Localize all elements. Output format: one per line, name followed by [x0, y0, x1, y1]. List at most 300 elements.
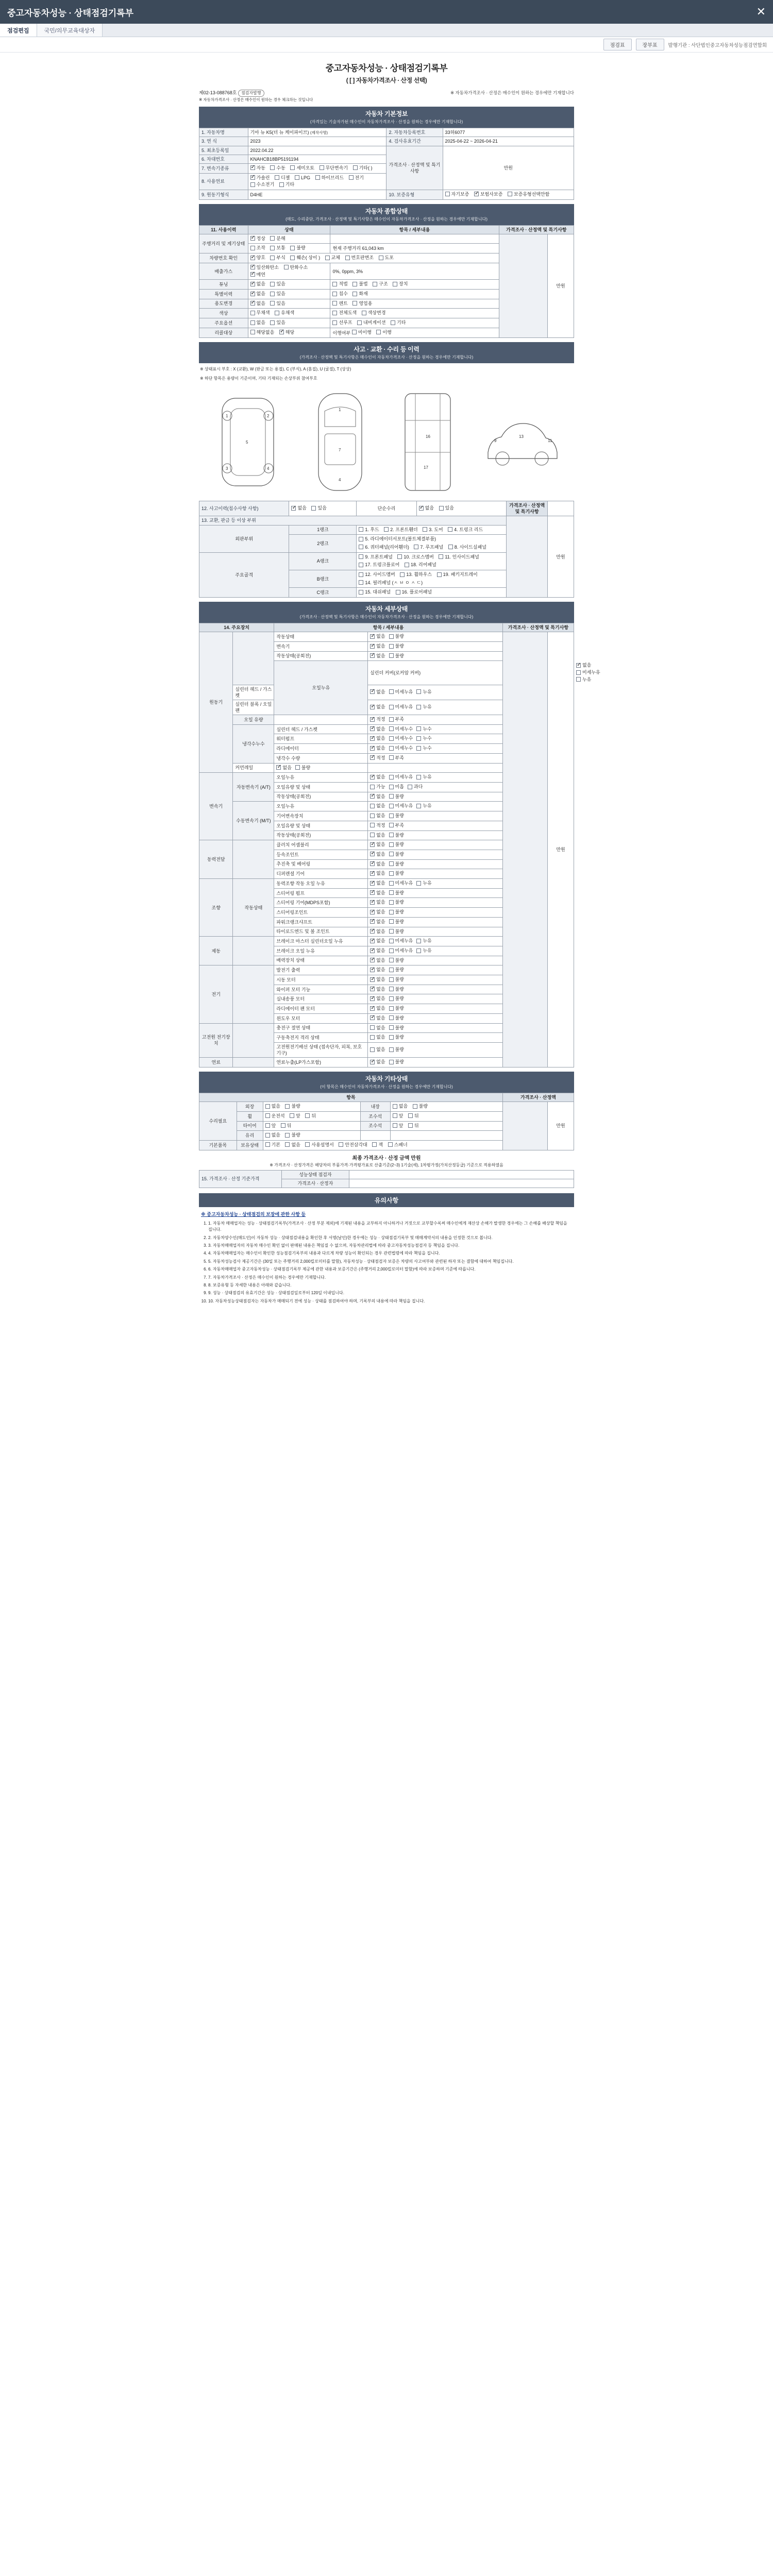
checkbox-추진축-및-베어링-불량[interactable] [389, 861, 404, 867]
field-value-warranty[interactable] [443, 190, 574, 199]
checkbox-배력장치-상태-없음[interactable] [370, 957, 385, 963]
checkbox-glass-none[interactable]: 없음 [265, 1132, 280, 1138]
checkbox-part-pillar-panel[interactable]: 14. 필러패널 (ㅅ ㅂ ㅇ ㅅ ㄷ) [359, 580, 423, 586]
checkbox-라디에이터-없음[interactable] [370, 745, 385, 751]
checkbox-exterior-none[interactable]: 없음 [265, 1103, 280, 1109]
field-value-first-reg[interactable]: 2022.04.22 [248, 146, 386, 155]
field-value-engine-type[interactable]: D4HE [248, 190, 386, 199]
checkbox-part-dash-panel[interactable]: 15. 대쉬패널 [359, 589, 391, 595]
row-state-basic-items[interactable] [263, 1140, 502, 1150]
checkbox-실린더-헤드-가스켓-없음[interactable] [370, 726, 385, 732]
condition-item-options[interactable] [368, 888, 503, 898]
frame-rank-a-options[interactable] [357, 552, 507, 570]
checkbox-오일-유량-적정[interactable] [370, 716, 385, 722]
condition-item-options[interactable] [368, 850, 503, 859]
row-state-vin-check[interactable] [248, 253, 499, 263]
tab-education-target[interactable] [37, 24, 103, 37]
checkbox-파워크랭크샤프트-없음[interactable] [370, 919, 385, 925]
checkbox-part-side-member[interactable]: 12. 사이드멤버 [359, 571, 395, 578]
condition-item-options[interactable] [368, 685, 503, 700]
checkbox-recall-na[interactable]: 해당없음 [250, 329, 275, 335]
checkbox-part-rear-panel[interactable]: 18. 리어패널 [405, 562, 436, 568]
checkbox-시동-모터-없음[interactable] [370, 976, 385, 982]
checkbox-실내송풍-모터-없음[interactable] [370, 995, 385, 1002]
checkbox-실린더-블록-오일팬-없음[interactable] [370, 704, 385, 710]
checkbox-연료누출-lp가스포함--불량[interactable] [389, 1059, 404, 1065]
checkbox-fuel-electric[interactable]: 전기 [349, 175, 364, 181]
checkbox-color-fullpaint[interactable]: 전체도색 [332, 310, 357, 316]
checkbox-vin-corroded[interactable]: 부식 [270, 255, 285, 261]
checkbox-오일누유-없음[interactable] [370, 803, 385, 809]
checkbox-시동-모터-불량[interactable] [389, 976, 404, 982]
checkbox-box [389, 653, 394, 658]
checkbox-오일유량-및-상태-적정[interactable] [370, 822, 385, 828]
checkbox-tire-driver-front[interactable]: 앞 [265, 1123, 276, 1129]
checkbox-디퍼렌셜-기어-불량[interactable] [389, 870, 404, 876]
condition-item-options[interactable] [368, 965, 503, 975]
checkbox-wheel-p-rear[interactable]: 뒤 [408, 1113, 419, 1119]
condition-item-options[interactable] [368, 937, 503, 946]
condition-item-options[interactable] [368, 821, 503, 831]
checkbox-동력조향-작동-오일-누유-누유[interactable] [416, 880, 431, 886]
row-state-emission[interactable] [248, 263, 330, 279]
frame-rank-b-options[interactable] [357, 570, 507, 588]
checkbox-transmission-cvt[interactable]: 무단변속기 [320, 165, 348, 171]
checkbox-warranty-self[interactable]: 자기보증 [445, 191, 469, 197]
checkbox-options-navigation[interactable]: 내비게이션 [357, 319, 385, 326]
checkbox-recall-notdone[interactable]: 미이행 [352, 329, 372, 335]
basic-info-table [199, 128, 574, 199]
checkbox-emission-smoke[interactable]: ✓ 매연 [250, 272, 265, 278]
condition-item-options[interactable] [368, 1058, 503, 1067]
checkbox-클러치-어셈블리-불량[interactable] [389, 841, 404, 848]
row-item-color[interactable] [330, 309, 499, 318]
checkbox-스티어링-기어-mdps포함--없음[interactable] [370, 899, 385, 905]
checkbox-파워크랭크샤프트-불량[interactable] [389, 919, 404, 925]
checkbox-vin-damaged[interactable]: 훼손( 상이 ) [290, 255, 320, 261]
checkbox-warranty-insurance[interactable]: ✓ 보험사보증 [474, 191, 502, 197]
condition-item-options[interactable] [368, 734, 503, 744]
checkbox-라디에이터-팬-모터-불량[interactable] [389, 1005, 404, 1011]
checkbox-vin-altered[interactable]: 번호판변조 [345, 255, 374, 261]
checkbox-브레이크-마스터-실린더오일-누유-누유[interactable] [416, 938, 431, 944]
checkbox-등속조인트-없음[interactable] [370, 851, 385, 857]
checkbox-디퍼렌셜-기어-없음[interactable] [370, 870, 385, 876]
checkbox-오일누유-미세누유[interactable] [389, 774, 413, 780]
checkbox-fuel-gasoline[interactable]: ✓ 가솔린 [250, 175, 270, 181]
checkbox-브레이크-오일-누유-미세누유[interactable] [389, 947, 413, 954]
checkbox-고전원전기배선-상태-접속단자-피복-보호기구--불량[interactable] [389, 1046, 404, 1053]
checkbox-와이퍼-모터-기능-없음[interactable] [370, 986, 385, 992]
checkbox-라디에이터-미세누수[interactable] [389, 745, 413, 751]
checkbox-part-radiator-support[interactable]: 5. 라디에이터서포트(볼트체결부품) [359, 536, 436, 542]
checkbox-작동상태-공회전--없음[interactable] [370, 793, 385, 800]
checkbox-스티어링조인트-없음[interactable] [370, 909, 385, 915]
checkbox-기어변속장치-없음[interactable] [370, 812, 385, 819]
checkbox-wheel-front-label[interactable]: 앞 [290, 1113, 300, 1119]
checkbox-tuning-illegal[interactable]: 불법 [352, 281, 367, 287]
checkbox-color-chromatic[interactable]: 유채색 [275, 310, 294, 316]
checkbox-실내송풍-모터-불량[interactable] [389, 995, 404, 1002]
checkbox-충전구-절연-상태-불량[interactable] [389, 1025, 404, 1031]
checkbox-작동상태-불량[interactable] [389, 633, 404, 639]
row-state-mileage-1[interactable] [248, 234, 330, 244]
checkbox-오일누유-누유[interactable] [416, 803, 431, 809]
checkbox-color-changed[interactable]: 색상변경 [362, 310, 386, 316]
condition-item-options[interactable] [368, 700, 503, 715]
checkbox-wheel-front[interactable]: 운전석 [265, 1113, 285, 1119]
checkbox-usage-yes[interactable]: 있음 [270, 300, 285, 307]
checkbox-실린더-커버-로커암-커버--없음[interactable] [576, 662, 591, 668]
checkbox-fuel-diesel[interactable]: 디젤 [275, 175, 290, 181]
condition-item-options[interactable] [368, 651, 503, 661]
checkbox-작동상태-공회전--없음[interactable] [370, 653, 385, 659]
condition-item-options[interactable] [368, 724, 503, 734]
condition-item-options[interactable] [368, 753, 503, 763]
checkbox-워터펌프-없음[interactable] [370, 735, 385, 741]
price-col-value[interactable]: 만원 [548, 234, 574, 337]
checkbox-작동상태-없음[interactable] [370, 633, 385, 639]
condition-item-options[interactable] [368, 1033, 503, 1043]
condition-item-options[interactable] [368, 744, 503, 754]
checkbox-label: 과다 [413, 784, 423, 789]
condition-item-options[interactable] [368, 917, 503, 927]
condition-item-options[interactable] [368, 1013, 503, 1023]
checkbox-클러치-어셈블리-없음[interactable] [370, 841, 385, 848]
tab-inspection-edit[interactable] [0, 24, 37, 37]
checkbox-오일누유-누유[interactable] [416, 774, 431, 780]
row-item-usage-change[interactable] [330, 299, 499, 309]
row-state-mileage-2[interactable] [248, 244, 330, 253]
checkbox-발전기-출력-불량[interactable] [389, 967, 404, 973]
checkbox-동력조향-작동-오일-누유-미세누유[interactable] [389, 880, 413, 886]
checkbox-usage-rental[interactable]: 렌트 [332, 300, 347, 307]
print-sheet-button[interactable]: 점검표 [603, 39, 632, 50]
field-value-transmission[interactable] [248, 163, 386, 173]
condition-item-options[interactable] [368, 641, 503, 651]
checkbox-fuel-other[interactable]: 기타 [279, 181, 294, 188]
row-state-interior[interactable] [390, 1102, 502, 1112]
field-value-year[interactable]: 2023 [248, 137, 386, 146]
checkbox-interior-none[interactable]: 없음 [393, 1103, 408, 1109]
checkbox-오일유량-및-상태-과다[interactable] [408, 784, 423, 790]
checkbox-box [370, 1060, 375, 1064]
checkbox-라디에이터-팬-모터-없음[interactable] [370, 1005, 385, 1011]
checkbox-mileage-tampered[interactable]: 조작 [250, 245, 265, 251]
checkbox-오일누유-미세누유[interactable] [389, 803, 413, 809]
checkbox-accident-yes[interactable]: 있음 [311, 505, 326, 511]
checkbox-part-front-fender[interactable]: 2. 프론트휀더 [384, 527, 417, 533]
checkbox-냉각수-수량-부족[interactable] [389, 755, 404, 761]
checkbox-스티어링-기어-mdps포함--불량[interactable] [389, 899, 404, 905]
checkbox-브레이크-오일-누유-누유[interactable] [416, 947, 431, 954]
checkbox-tuning-legal[interactable]: 적법 [332, 281, 347, 287]
checkbox-transmission-other[interactable]: 기타( ) [353, 165, 373, 171]
checkbox-오일유량-및-상태-미흡[interactable] [389, 784, 404, 790]
condition-item-options[interactable] [368, 898, 503, 908]
row-state-wheel[interactable] [263, 1111, 360, 1121]
checkbox-mileage-average[interactable]: 보통 [270, 245, 285, 251]
checkbox-part-roof-panel[interactable]: 7. 루프패널 [414, 544, 443, 550]
value-performance-inspector[interactable] [349, 1170, 574, 1179]
checkbox-tire-p-front[interactable]: 앞 [393, 1123, 404, 1129]
checkbox-작동상태-공회전--불량[interactable] [389, 832, 404, 838]
checkbox-vin-replaced[interactable]: 교체 [325, 255, 340, 261]
checkbox-emission-hc[interactable]: 탄화수소 [284, 264, 308, 270]
row-state-simple-repair[interactable] [416, 501, 506, 516]
outer-panel-rank1-options[interactable] [357, 525, 507, 535]
close-icon[interactable]: ✕ [756, 5, 766, 18]
checkbox-part-package-tray[interactable]: 19. 패키지트레이 [437, 571, 478, 578]
condition-item-options[interactable] [368, 1042, 503, 1057]
tab-label: 국민/의무교육대상자 [44, 27, 95, 34]
condition-item-options[interactable] [368, 773, 503, 783]
checkbox-연료누출-lp가스포함--없음[interactable] [370, 1059, 385, 1065]
checkbox-실린더-헤드-가스켓-미세누수[interactable] [389, 726, 413, 732]
condition-item-options[interactable] [368, 908, 503, 918]
condition-item-options[interactable] [368, 792, 503, 802]
checkbox-basic-jack[interactable]: 잭 [372, 1142, 383, 1148]
right-col-value[interactable]: 만원 [443, 146, 574, 190]
checkbox-구동축전지-격리-상태-없음[interactable] [370, 1034, 385, 1040]
checkbox-options-none[interactable]: 없음 [250, 319, 265, 326]
checkbox-기어변속장치-불량[interactable] [389, 812, 404, 819]
checkbox-part-side-sill[interactable]: 8. 사이드실패널 [448, 544, 486, 550]
checkbox-스티어링조인트-불량[interactable] [389, 909, 404, 915]
row-item-special-history[interactable] [330, 289, 499, 299]
checkbox-tire-driver-rear[interactable]: 뒤 [281, 1123, 292, 1129]
checkbox-simple-repair-yes[interactable]: 있음 [439, 505, 454, 511]
field-value-inspection-period[interactable]: 2025-04-22 ~ 2026-04-21 [443, 137, 574, 146]
condition-item-options[interactable] [368, 956, 503, 965]
checkbox-basic-spanner[interactable]: 스패너 [388, 1142, 408, 1148]
row-item-options[interactable] [330, 318, 499, 328]
row-state-glass[interactable] [263, 1131, 360, 1141]
condition-item-options[interactable] [368, 985, 503, 994]
ledger-button[interactable]: 장부표 [636, 39, 664, 50]
checkbox-타이로드엔드-및-볼-조인트-불량[interactable] [389, 928, 404, 935]
accident-price-amount[interactable]: 만원 [548, 516, 574, 598]
field-value-fuel[interactable] [248, 173, 386, 190]
condition-item-options[interactable] [368, 975, 503, 985]
checkbox-라디에이터-누수[interactable] [416, 745, 431, 751]
final-price-label: 최종 가격조사 · 산정 금액 [352, 1155, 410, 1161]
row-state-options[interactable] [248, 318, 330, 328]
checkbox-실린더-커버-로커암-커버--미세누유[interactable] [576, 669, 600, 675]
checkbox-simple-repair-none[interactable]: ✓ 없음 [419, 505, 434, 511]
value-price-assessor[interactable] [349, 1179, 574, 1188]
checkbox-transmission-manual[interactable]: 수동 [270, 165, 285, 171]
checkbox-스티어링-펌프-없음[interactable] [370, 890, 385, 896]
checkbox-등속조인트-불량[interactable] [389, 851, 404, 857]
checkbox-part-wheel-house[interactable]: 13. 휠하우스 [400, 571, 432, 578]
checkbox-작동상태-공회전--없음[interactable] [370, 832, 385, 838]
checkbox-usage-commercial[interactable]: 영업용 [352, 300, 372, 307]
checkbox-오일-유량-부족[interactable] [389, 716, 404, 722]
condition-item-options[interactable] [368, 632, 503, 642]
checkbox-vin-good[interactable]: ✓ 양호 [250, 255, 265, 261]
condition-item-options[interactable] [368, 811, 503, 821]
checkbox-mileage-disassembled[interactable]: 분해 [270, 235, 285, 242]
checkbox-part-trunk-lid[interactable]: 4. 트렁크 리드 [448, 527, 483, 533]
checkbox-box [389, 1047, 394, 1052]
row-state-color[interactable] [248, 309, 330, 318]
checkbox-tuning-device[interactable]: 장치 [393, 281, 408, 287]
checkbox-part-cross-member[interactable]: 10. 크로스멤버 [397, 554, 433, 560]
checkbox-fuel-hydrogen[interactable]: 수소전기 [250, 181, 275, 188]
toolbar [0, 37, 773, 53]
checkbox-interior-bad[interactable]: 불량 [413, 1103, 428, 1109]
checkbox-glass-bad[interactable]: 불량 [285, 1132, 300, 1138]
checkbox-와이퍼-모터-기능-불량[interactable] [389, 986, 404, 992]
field-value-reg-number[interactable]: 33허6077 [443, 128, 574, 137]
checkbox-part-trunk-floor[interactable]: 17. 트렁크플로어 [359, 562, 399, 568]
row-state-tire-passenger[interactable] [390, 1121, 502, 1131]
checkbox-작동상태-공회전--불량[interactable] [389, 793, 404, 800]
checkbox-warranty-none[interactable]: 보증유형선택안함 [508, 191, 550, 197]
checkbox-커먼레일-없음[interactable] [276, 765, 291, 771]
checkbox-스티어링-펌프-불량[interactable] [389, 890, 404, 896]
checkbox-fuel-hybrid[interactable]: 하이브리드 [315, 175, 344, 181]
checkbox-basic-none[interactable]: 없음 [285, 1142, 300, 1148]
checkbox-윈도우-모터-없음[interactable] [370, 1015, 385, 1021]
etc-price-value[interactable]: 만원 [548, 1102, 574, 1150]
condition-item-options[interactable] [368, 946, 503, 956]
condition-item-options[interactable] [368, 1023, 503, 1033]
checkbox-recall-applicable[interactable]: ✓ 해당 [279, 329, 294, 335]
checkbox-충전구-절연-상태-없음[interactable] [370, 1025, 385, 1031]
checkbox-part-floor-panel[interactable]: 16. 플로어패널 [396, 589, 432, 595]
checkbox-실린더-헤드-가스켓-누유[interactable] [416, 689, 431, 695]
checkbox-options-yes[interactable]: 있음 [270, 319, 285, 326]
condition-item-options[interactable] [368, 802, 503, 811]
condition-item-label: 디퍼렌셜 기어 [274, 869, 368, 879]
checkbox-발전기-출력-없음[interactable] [370, 967, 385, 973]
checkbox-고전원전기배선-상태-접속단자-피복-보호기구--없음[interactable] [370, 1046, 385, 1053]
checkbox-mileage-bad[interactable]: 불량 [290, 245, 305, 251]
checkbox-fuel-lpg[interactable]: LPG [295, 175, 310, 181]
checkbox-tire-p-rear[interactable]: 뒤 [408, 1123, 419, 1129]
condition-item-options[interactable] [368, 869, 503, 879]
checkbox-accident-none[interactable]: ✓ 없음 [291, 505, 306, 511]
checkbox-color-achromatic[interactable]: 무채색 [250, 310, 270, 316]
checkbox-vin-painted[interactable]: 도포 [379, 255, 394, 261]
checkbox-커먼레일-불량[interactable] [295, 765, 310, 771]
checkbox-실린더-헤드-가스켓-누수[interactable] [416, 726, 431, 732]
condition-item-options[interactable] [368, 1004, 503, 1014]
checkbox-basic-triangle[interactable]: 안전삼각대 [339, 1142, 367, 1148]
row-item-recall[interactable] [330, 328, 499, 337]
checkbox-배력장치-상태-불량[interactable] [389, 957, 404, 963]
checkbox-구동축전지-격리-상태-불량[interactable] [389, 1034, 404, 1040]
checkbox-special-none[interactable]: ✓ 없음 [250, 291, 265, 297]
condition-price-value[interactable]: 만원 [548, 632, 574, 1067]
checkbox-실린더-헤드-가스켓-미세누유[interactable] [389, 689, 413, 695]
checkbox-브레이크-마스터-실린더오일-누유-미세누유[interactable] [389, 938, 413, 944]
checkbox-part-front-panel[interactable]: 9. 프론트패널 [359, 554, 392, 560]
checkbox-basic-manual[interactable]: 사용설명서 [305, 1142, 333, 1148]
checkbox-part-door[interactable]: 3. 도어 [423, 527, 443, 533]
checkbox-추진축-및-베어링-없음[interactable] [370, 861, 385, 867]
checkbox-워터펌프-미세누수[interactable] [389, 735, 413, 741]
checkbox-part-inside-panel[interactable]: 11. 인사이드패널 [439, 554, 479, 560]
condition-item-options[interactable] [368, 927, 503, 937]
row-state-wheel-passenger[interactable] [390, 1111, 502, 1121]
checkbox-transmission-auto[interactable]: ✓ 자동 [250, 165, 265, 171]
row-state-usage-change[interactable] [248, 299, 330, 309]
checkbox-emission-co[interactable]: ✓ 일산화탄소 [250, 264, 279, 270]
row-state-tire[interactable] [263, 1121, 360, 1131]
checkbox-transmission-semiauto[interactable]: 세미오토 [290, 165, 314, 171]
condition-item-options[interactable] [368, 859, 503, 869]
checkbox-작동상태-공회전--불량[interactable] [389, 653, 404, 659]
checkbox-recall-done[interactable]: 이행 [376, 329, 391, 335]
checkbox-실린더-블록-오일팬-누유[interactable] [416, 704, 431, 710]
condition-item-options[interactable] [368, 840, 503, 850]
checkbox-실린더-블록-오일팬-미세누유[interactable] [389, 704, 413, 710]
checkbox-wheel-rear-label[interactable]: 뒤 [305, 1113, 316, 1119]
row-state-tuning[interactable] [248, 280, 330, 290]
condition-item-options[interactable] [368, 831, 503, 840]
condition-item-options[interactable] [368, 879, 503, 889]
condition-item-options[interactable] [368, 994, 503, 1004]
checkbox-동력조향-작동-오일-누유-없음[interactable] [370, 880, 385, 886]
checkbox-options-other[interactable]: 기타 [391, 319, 406, 326]
checkbox-워터펌프-누수[interactable] [416, 735, 431, 741]
checkbox-변속기-불량[interactable] [389, 643, 404, 649]
checkbox-exterior-bad[interactable]: 불량 [285, 1103, 300, 1109]
checkbox-wheel-p-front[interactable]: 앞 [393, 1113, 404, 1119]
row-state-exterior[interactable] [263, 1102, 360, 1112]
checkbox-실린더-커버-로커암-커버--누유[interactable] [576, 676, 591, 683]
condition-item-options[interactable] [368, 715, 503, 725]
row-item-tuning[interactable] [330, 280, 499, 290]
checkbox-윈도우-모터-불량[interactable] [389, 1015, 404, 1021]
checkbox-mileage-normal[interactable]: ✓ 정상 [250, 235, 265, 242]
field-value-car-name[interactable] [248, 128, 386, 137]
row-state-special-history[interactable] [248, 289, 330, 299]
checkbox-part-quarter-panel[interactable]: 6. 쿼터패널(리어휀더) [359, 544, 409, 550]
checkbox-냉각수-수량-적정[interactable] [370, 755, 385, 761]
checkbox-브레이크-오일-누유-없음[interactable] [370, 947, 385, 954]
accident-price-value[interactable] [548, 501, 574, 516]
checkbox-usage-none[interactable]: ✓ 없음 [250, 300, 265, 307]
checkbox-tuning-structure[interactable]: 구조 [373, 281, 388, 287]
checkbox-tuning-none[interactable]: ✓ 없음 [250, 281, 265, 287]
row-state-recall[interactable] [248, 328, 330, 337]
checkbox-basic-default[interactable]: 기본 [265, 1142, 280, 1148]
checkbox-special-fire[interactable]: 화재 [352, 291, 367, 297]
checkbox-실린더-헤드-가스켓-없음[interactable] [370, 689, 385, 695]
checkbox-special-flood[interactable]: 침수 [332, 291, 347, 297]
checkbox-타이로드엔드-및-볼-조인트-없음[interactable] [370, 928, 385, 935]
checkbox-오일유량-및-상태-가능[interactable] [370, 784, 385, 790]
condition-item-options[interactable] [368, 782, 503, 792]
checkbox-브레이크-마스터-실린더오일-누유-없음[interactable] [370, 938, 385, 944]
checkbox-오일누유-없음[interactable] [370, 774, 385, 780]
outer-panel-rank2-options[interactable] [357, 535, 507, 552]
checkbox-tuning-yes[interactable]: 있음 [270, 281, 285, 287]
frame-rank-c-options[interactable] [357, 588, 507, 598]
row-state-accident-history[interactable] [289, 501, 357, 516]
checkbox-오일유량-및-상태-부족[interactable] [389, 822, 404, 828]
checkbox-part-hood[interactable]: 1. 후드 [359, 527, 379, 533]
condition-item-options[interactable] [274, 763, 368, 773]
checkbox-변속기-없음[interactable] [370, 643, 385, 649]
checkbox-options-sunroof[interactable]: 선루프 [332, 319, 352, 326]
field-value-vin[interactable]: KNAHCB18BP5191194 [248, 155, 386, 163]
checkbox-special-yes[interactable]: 있음 [270, 291, 285, 297]
